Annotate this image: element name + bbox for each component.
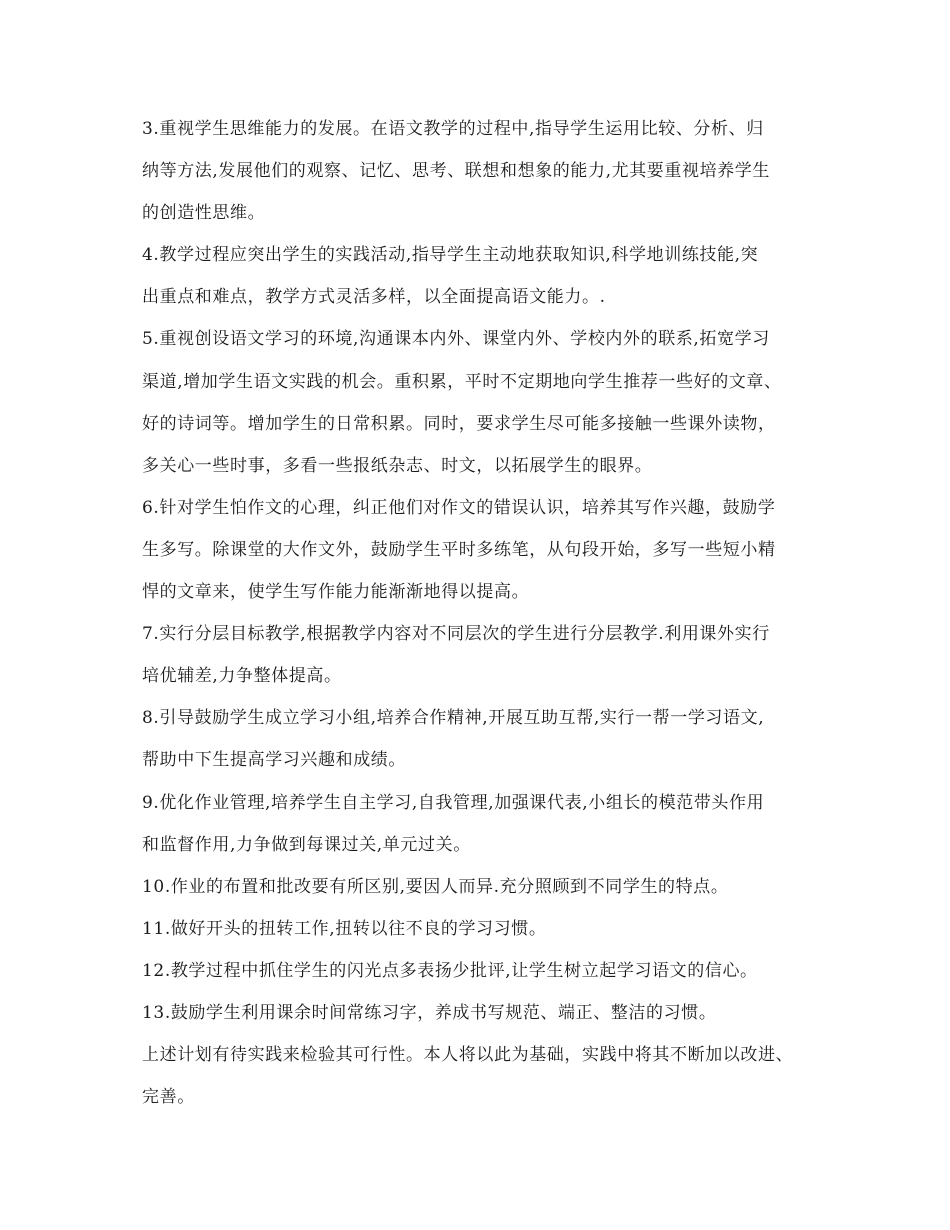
text-line: 悍的文章来，使学生写作能力能渐渐地得以提高。 (142, 582, 530, 603)
text-line: 13.鼓励学生利用课余时间常练习字，养成书写规范、端正、整洁的习惯。 (142, 1002, 717, 1023)
text-line: 多关心一些时事，多看一些报纸杂志、时文，以拓展学生的眼界。 (142, 455, 653, 476)
text-line: 的创造性思维。 (142, 203, 266, 224)
text-line: 7.实行分层目标教学,根据教学内容对不同层次的学生进行分层教学.利用课外实行 (142, 624, 770, 645)
text-line: 9.优化作业管理,培养学生自主学习,自我管理,加强课代表,小组长的模范带头作用 (142, 792, 765, 813)
text-line: 上述计划有待实践来检验其可行性。本人将以此为基础，实践中将其不断加以改进、 (142, 1045, 794, 1066)
text-line: 渠道,增加学生语文实践的机会。重积累，平时不定期地向学生推荐一些好的文章、 (142, 371, 782, 392)
text-line: 生多写。除课堂的大作文外，鼓励学生平时多练笔，从句段开始，多写一些短小精 (142, 539, 776, 560)
text-line: 和监督作用,力争做到每课过关,单元过关。 (142, 834, 471, 855)
text-line: 完善。 (142, 1087, 195, 1108)
text-line: 好的诗词等。增加学生的日常积累。同时，要求学生尽可能多接触一些课外读物， (142, 413, 776, 434)
text-line: 帮助中下生提高学习兴趣和成绩。 (142, 750, 406, 771)
text-line: 纳等方法,发展他们的观察、记忆、思考、联想和想象的能力,尤其要重视培养学生 (142, 161, 771, 182)
text-line: 11.做好开头的扭转工作,扭转以往不良的学习习惯。 (142, 918, 547, 939)
text-line: 10.作业的布置和批改要有所区别,要因人而异.充分照顾到不同学生的特点。 (142, 876, 729, 897)
text-line: 培优辅差,力争整体提高。 (142, 666, 342, 687)
text-line: 8.引导鼓励学生成立学习小组,培养合作精神,开展互助互帮,实行一帮一学习语文, (142, 708, 765, 729)
text-line: 4.教学过程应突出学生的实践活动,指导学生主动地获取知识,科学地训练技能,突 (142, 245, 759, 266)
text-line: 3.重视学生思维能力的发展。在语文教学的过程中,指导学生运用比较、分析、归 (142, 119, 764, 139)
text-line: 12.教学过程中抓住学生的闪光点多表扬少批评,让学生树立起学习语文的信心。 (142, 960, 758, 981)
text-line: 6.针对学生怕作文的心理，纠正他们对作文的错误认识，培养其写作兴趣，鼓励学 (142, 497, 776, 518)
document-body (142, 108, 832, 1118)
text-line: 5.重视创设语文学习的环境,沟通课本内外、课堂内外、学校内外的联系,拓宽学习 (142, 329, 770, 350)
text-line: 出重点和难点，教学方式灵活多样，以全面提高语文能力。. (142, 287, 606, 308)
